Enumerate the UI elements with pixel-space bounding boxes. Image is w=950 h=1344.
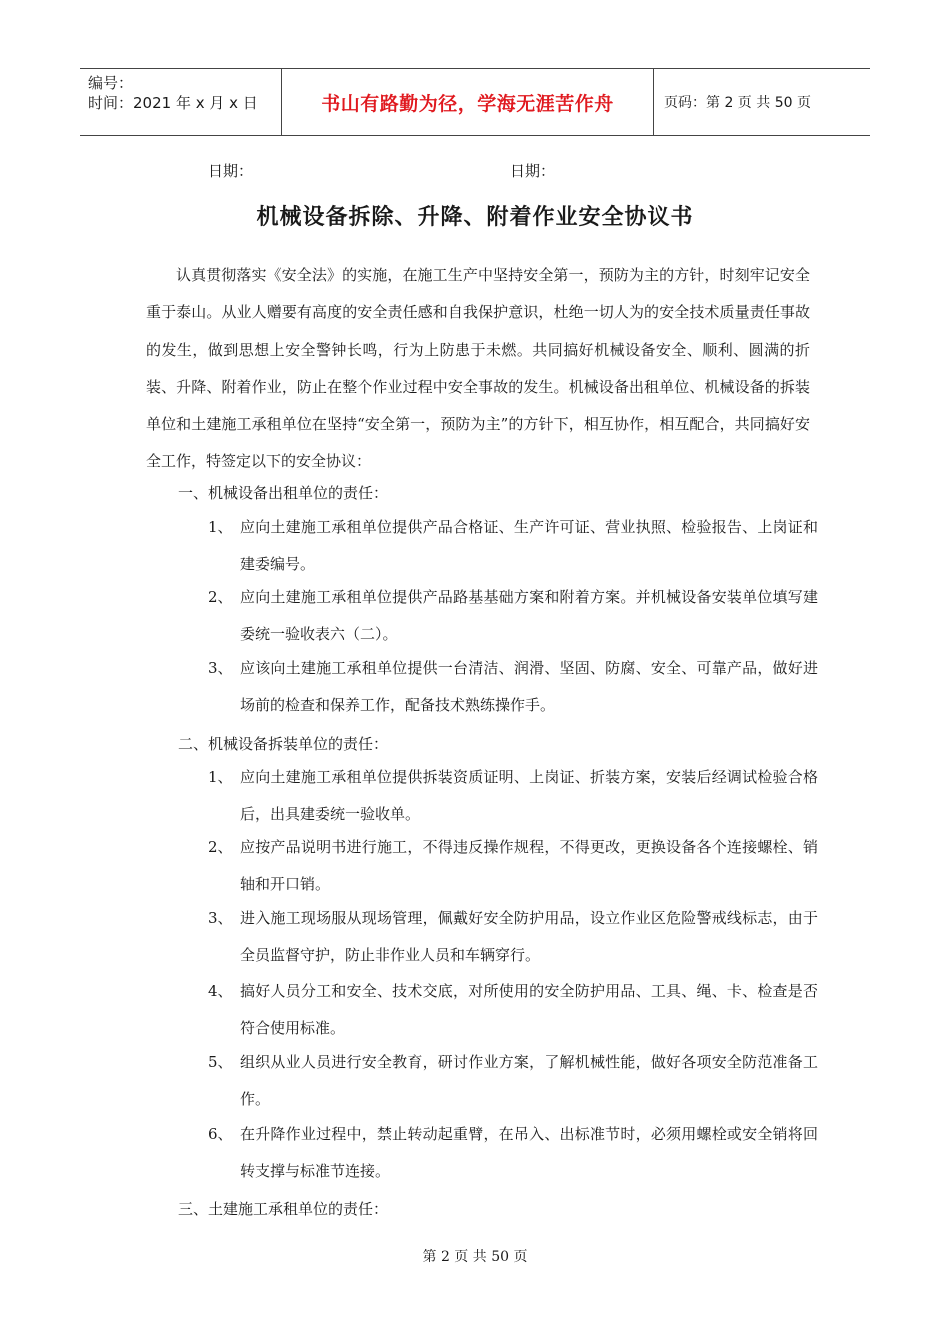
header-motto-cell <box>281 69 654 135</box>
item-text: 组织从业人员进行安全教育，研讨作业方案，了解机械性能，做好各项安全防范准备工作。 <box>240 1053 818 1109</box>
header-page-cell <box>654 69 870 135</box>
item-text: 应按产品说明书进行施工，不得违反操作规程，不得更改，更换设备各个连接螺栓、销轴和开口销。 <box>240 838 818 894</box>
date-right: 日期： <box>510 162 556 180</box>
document-number-label: 编号： <box>88 74 134 92</box>
item-number: 1、 <box>208 768 233 786</box>
section-heading-3: 三、土建施工承租单位的责任： <box>178 1200 389 1218</box>
header-motto: 书山有路勤为径，学海无涯苦作舟 <box>321 92 614 115</box>
list-item <box>208 1044 818 1119</box>
item-number: 6、 <box>208 1125 233 1143</box>
header-meta <box>80 69 281 135</box>
item-number: 3、 <box>208 659 233 677</box>
item-number: 4、 <box>208 982 233 1000</box>
list-item <box>208 650 818 725</box>
section-heading-1: 一、机械设备出租单位的责任： <box>178 484 389 502</box>
section-heading-2: 二、机械设备拆装单位的责任： <box>178 735 389 753</box>
date-left: 日期： <box>208 162 254 180</box>
document-title: 机械设备拆除、升降、附着作业安全协议书 <box>256 205 694 230</box>
document-time-label: 时间：2021 年 x 月 x 日 <box>88 94 258 112</box>
page-footer: 第 2 页 共 50 页 <box>422 1249 528 1265</box>
item-number: 2、 <box>208 588 233 606</box>
list-item <box>208 759 818 834</box>
list-item <box>208 579 818 654</box>
item-text: 应该向土建施工承租单位提供一台清洁、润滑、坚固、防腐、安全、可靠产品，做好进场前的检查和保养工作，配备技术熟练操作手。 <box>240 659 818 715</box>
list-item <box>208 973 818 1048</box>
page-header <box>80 68 870 136</box>
item-text: 应向土建施工承租单位提供拆装资质证明、上岗证、折装方案，安装后经调试检验合格后，出具建委统一验收单。 <box>240 768 818 824</box>
item-number: 5、 <box>208 1053 233 1071</box>
item-text: 进入施工现场服从现场管理，佩戴好安全防护用品，设立作业区危险警戒线标志，由于全员监督守护，防止非作业人员和车辆穿行。 <box>240 909 818 965</box>
item-text: 应向土建施工承租单位提供产品合格证、生产许可证、营业执照、检验报告、上岗证和建委编号。 <box>240 518 818 574</box>
item-text: 搞好人员分工和安全、技术交底，对所使用的安全防护用品、工具、绳、卡、检查是否符合使用标准。 <box>240 982 818 1038</box>
item-text: 在升降作业过程中，禁止转动起重臂，在吊入、出标准节时，必须用螺栓或安全销将回转支撑与标准节连接。 <box>240 1125 818 1181</box>
item-number: 2、 <box>208 838 233 856</box>
header-page-label: 页码：第 2 页 共 50 页 <box>664 95 811 111</box>
list-item <box>208 509 818 584</box>
list-item <box>208 900 818 975</box>
intro-paragraph: 认真贯彻落实《安全法》的实施，在施工生产中坚持安全第一，预防为主的方针，时刻牢记安全重于泰山。从业人赠要有高度的安全责任感和自我保护意识，杜绝一切人为的安全技术质量责任事故的发生，做到思想上安全警钟长鸣，行为上防患于未燃。共同搞好机械设备安全、顺利、圆满的折装、升降、附着作业，防止在整个作业过程中安全事故的发生。机械设备出租单位、机械设备的拆装单位和土建施工承租单位在坚持“安全第一，预防为主”的方针下，相互协作，相互配合，共同搞好安全工作，特签定以下的安全协议： <box>146 266 810 471</box>
item-number: 3、 <box>208 909 233 927</box>
list-item <box>208 829 818 904</box>
item-text: 应向土建施工承租单位提供产品路基基础方案和附着方案。并机械设备安装单位填写建委统一验收表六（二）。 <box>240 588 818 644</box>
item-number: 1、 <box>208 518 233 536</box>
list-item <box>208 1116 818 1191</box>
